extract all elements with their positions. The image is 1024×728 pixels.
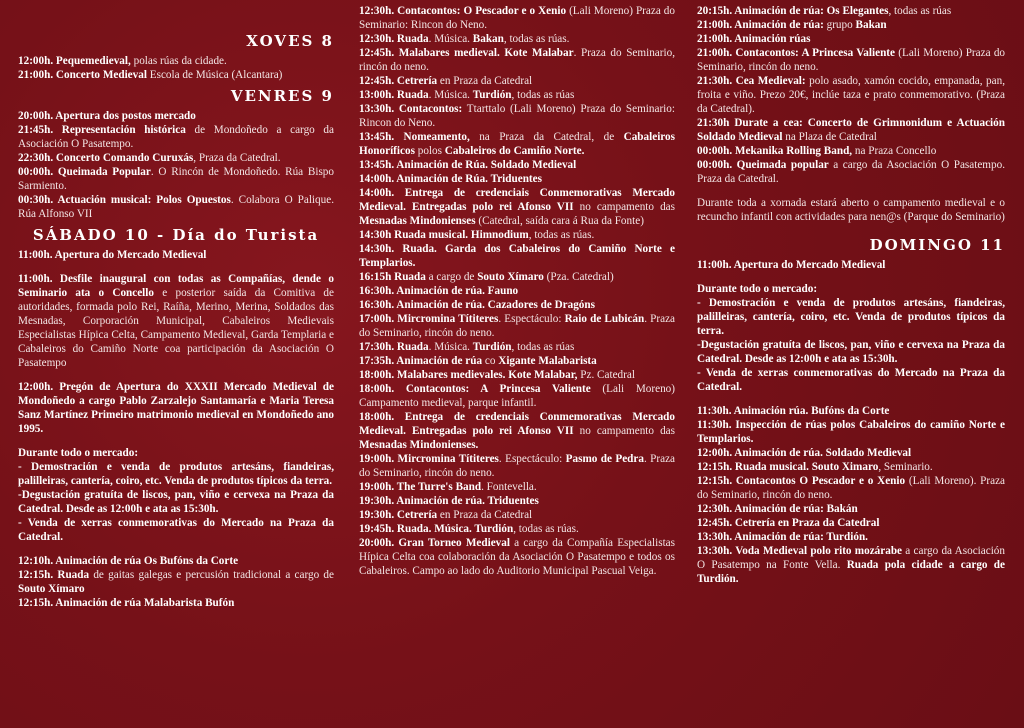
- event-item: 12:15h. Animación de rúa Malabarista Bufón: [18, 597, 235, 609]
- event-item: 17:00h. Mircromina Títiteres. Espectáculo: Raio de Lubicán. Praza do Seminario, rincón do neno.: [359, 313, 675, 339]
- event-item: 00:30h. Actuación musical: Polos Opuestos. Colabora O Palique. Rúa Alfonso VII: [18, 194, 334, 220]
- event-item: 00:00h. Queimada popular a cargo da Asociación O Pasatempo. Praza da Catedral.: [697, 159, 1005, 185]
- event-item: 11:00h. Desfile inaugural con todas as Compañías, dende o Seminario ata o Concello e posterior saída da Comitiva de autoridades, formada polo Rei, Raíña, Merino, Merina, Soldados das Mesnadas, Corporación Municipal, Cabaleiros Medievais Especialistas Hípica Celta, Campamento Medieval, Garda Templaria e Cabaleiros do Camiño Norte coa participación da Asociación O Pasatempo: [18, 273, 334, 369]
- column-middle: [359, 0, 675, 728]
- durante-item: - Venda de xerras conmemorativas do Mercado na Praza da Catedral.: [18, 517, 334, 543]
- event-item: 12:30h. Animación de rúa: Bakán: [697, 503, 858, 515]
- durante-item: -Degustación gratuíta de liscos, pan, viño e cervexa na Praza da Catedral. Desde as 12:00h e ata as 15:30h.: [18, 489, 334, 515]
- event-item: 13:30h. Voda Medieval polo rito mozárabe a cargo da Asociación O Pasatempo na Fonte Vella. Ruada pola cidade a cargo de Turdión.: [697, 545, 1005, 585]
- event-item: 21:00h. Contacontos: A Princesa Valiente (Lali Moreno) Praza do Seminario, rincón do neno.: [697, 47, 1005, 73]
- event-item: 21:30h. Cea Medieval: polo asado, xamón cocido, empanada, pan, froita e viño. Prezo 20€, inclúe taza e prato conmemorativo. (Praza da Catedral).: [697, 75, 1005, 115]
- event-item: 20:00h. Apertura dos postos mercado: [18, 110, 196, 122]
- event-item: 19:30h. Animación de rúa. Triduentes: [359, 495, 539, 507]
- event-item: 21:30h Durate a cea: Concerto de Grimnonidum e Actuación Soldado Medieval na Plaza de Catedral: [697, 117, 1005, 143]
- event-item: 12:00h. Pregón de Apertura do XXXII Mercado Medieval de Mondoñedo a cargo Pablo Zarzalejo Santamaría e Maria Teresa Sanz Martínez Primeiro matrimonio medieval en Mondoñedo ano 1995.: [18, 381, 334, 435]
- event-item: 16:30h. Animación de rúa. Cazadores de Dragóns: [359, 299, 595, 311]
- event-item: 12:00h. Animación de rúa. Soldado Medieval: [697, 447, 912, 459]
- event-item: 12:45h. Cetrería en Praza da Catedral: [359, 75, 533, 87]
- durante-item: -Degustación gratuíta de liscos, pan, viño e cervexa na Praza da Catedral. Desde as 12:00h e ata as 15:30h.: [697, 339, 1005, 365]
- event-item: 20:00h. Gran Torneo Medieval a cargo da Compañía Especialistas Hípica Celta coa colaboración da Asociación O Pasatempo e todos os Cabaleiros. Campo ao lado do Auditorio Municipal Pascual Veiga.: [359, 537, 675, 577]
- event-item: 21:00h. Animación de rúa: grupo Bakan: [697, 19, 887, 31]
- event-item: 12:15h. Ruada musical. Souto Ximaro, Seminario.: [697, 461, 933, 473]
- event-item: 12:15h. Contacontos O Pescador e o Xenio (Lali Moreno). Praza do Seminario, rincón do neno.: [697, 475, 1005, 501]
- event-item: 00:00h. Queimada Popular. O Rincón de Mondoñedo. Rúa Bispo Sarmiento.: [18, 166, 334, 192]
- event-item: 21:00h. Concerto Medieval Escola de Música (Alcantara): [18, 69, 283, 81]
- durante-item: - Demostración e venda de produtos artesáns, fiandeiras, palilleiras, cantería, coiro, etc. Venda de produtos típicos da terra.: [18, 461, 334, 487]
- event-list: [697, 404, 1005, 586]
- event-item: 19:45h. Ruada. Música. Turdión, todas as rúas.: [359, 523, 579, 535]
- event-item: 22:30h. Concerto Comando Curuxás, Praza da Catedral.: [18, 152, 281, 164]
- event-item: 12:10h. Animación de rúa Os Bufóns da Corte: [18, 555, 239, 567]
- event-item: 11:00h. Apertura do Mercado Medieval: [697, 259, 886, 271]
- event-item: 12:30h. Contacontos: O Pescador e o Xenio (Lali Moreno) Praza do Seminario: Rincon do Neno.: [359, 5, 675, 31]
- day-heading-sabado: SÁBADO 10 - Día do Turista: [32, 226, 320, 244]
- event-item: 18:00h. Entrega de credenciais Conmemorativas Mercado Medieval. Entregadas polo rei Afonso VII no campamento das Mesnadas Mindonienses.: [359, 411, 675, 451]
- event-item: 13:45h. Animación de Rúa. Soldado Medieval: [359, 159, 577, 171]
- event-item: 13:45h. Nomeamento, na Praza da Catedral, de Cabaleiros Honoríficos polos Cabaleiros do Camiño Norte.: [359, 131, 675, 157]
- day-heading-domingo: DOMINGO 11: [869, 236, 1005, 254]
- event-item: 16:15h Ruada a cargo de Souto Xímaro (Pza. Catedral): [359, 271, 614, 283]
- event-item: 20:15h. Animación de rúa: Os Elegantes, todas as rúas: [697, 5, 952, 17]
- event-item: 19:00h. The Turre's Band. Fontevella.: [359, 481, 537, 493]
- event-item: 13:30h. Contacontos: Ttarttalo (Lali Moreno) Praza do Seminario: Rincon do Neno.: [359, 103, 675, 129]
- event-item: 11:30h. Inspección de rúas polos Cabaleiros do camiño Norte e Templarios.: [697, 419, 1005, 445]
- event-item: 18:00h. Malabares medievales. Kote Malabar, Pz. Catedral: [359, 369, 635, 381]
- event-item: 14:00h. Entrega de credenciais Conmemorativas Mercado Medieval. Entregadas polo rei Afonso VII no campamento das Mesnadas Mindonienses (Catedral, saída cara á Rua da Fonte): [359, 187, 675, 227]
- event-item: 14:30h. Ruada. Garda dos Cabaleiros do Camiño Norte e Templarios.: [359, 243, 675, 269]
- event-item: 17:30h. Ruada. Música. Turdión, todas as rúas: [359, 341, 575, 353]
- event-item: 14:00h. Animación de Rúa. Triduentes: [359, 173, 542, 185]
- event-item: 17:35h. Animación de rúa co Xigante Malabarista: [359, 355, 597, 367]
- column-left: [18, 0, 334, 728]
- event-item: 14:30h Ruada musical. Himnodium, todas as rúas.: [359, 229, 595, 241]
- event-item: 11:00h. Apertura do Mercado Medieval: [18, 249, 207, 261]
- durante-heading: Durante todo o mercado:: [697, 283, 818, 295]
- event-list: [697, 4, 1005, 186]
- column-right: [697, 0, 1005, 728]
- event-item: 12:15h. Ruada de gaitas galegas e percusión tradicional a cargo de Souto Xímaro: [18, 569, 334, 595]
- event-item: 12:45h. Malabares medieval. Kote Malabar. Praza do Seminario, rincón do neno.: [359, 47, 675, 73]
- durante-heading: Durante todo o mercado:: [18, 447, 139, 459]
- event-item: 13:30h. Animación de rúa: Turdión.: [697, 531, 868, 543]
- day-heading-xoves: XOVES 8: [246, 32, 334, 50]
- day-heading-venres: VENRES 9: [230, 87, 334, 105]
- event-item: 12:30h. Ruada. Música. Bakan, todas as rúas.: [359, 33, 570, 45]
- event-item: 19:00h. Mircromina Títiteres. Espectáculo: Pasmo de Pedra. Praza do Seminario, rincón do neno.: [359, 453, 675, 479]
- event-item: 00:00h. Mekanika Rolling Band, na Praza Concello: [697, 145, 937, 157]
- event-item: 18:00h. Contacontos: A Princesa Valiente (Lali Moreno) Campamento medieval, parque infantil.: [359, 383, 675, 409]
- event-list: [359, 4, 675, 578]
- durante-item: - Demostración e venda de produtos artesáns, fiandeiras, palilleiras, cantería, coiro, etc. Venda de produtos típicos da terra.: [697, 297, 1005, 337]
- event-item: 12:45h. Cetrería en Praza da Catedral: [697, 517, 880, 529]
- event-item: 21:45h. Representación histórica de Mondoñedo a cargo da Asociación O Pasatempo.: [18, 124, 334, 150]
- event-item: 16:30h. Animación de rúa. Fauno: [359, 285, 519, 297]
- event-item: 11:30h. Animación rúa. Bufóns da Corte: [697, 405, 890, 417]
- event-item: 21:00h. Animación rúas: [697, 33, 811, 45]
- event-item: 12:00h. Pequemedieval, polas rúas da cidade.: [18, 55, 227, 67]
- campamento-note: Durante toda a xornada estará aberto o campamento medieval e o recuncho infantil con actividades para nen@s (Parque do Seminario): [697, 197, 1005, 223]
- durante-item: - Venda de xerras conmemorativas do Mercado na Praza da Catedral.: [697, 367, 1005, 393]
- event-item: 19:30h. Cetrería en Praza da Catedral: [359, 509, 533, 521]
- event-item: 13:00h. Ruada. Música. Turdión, todas as rúas: [359, 89, 575, 101]
